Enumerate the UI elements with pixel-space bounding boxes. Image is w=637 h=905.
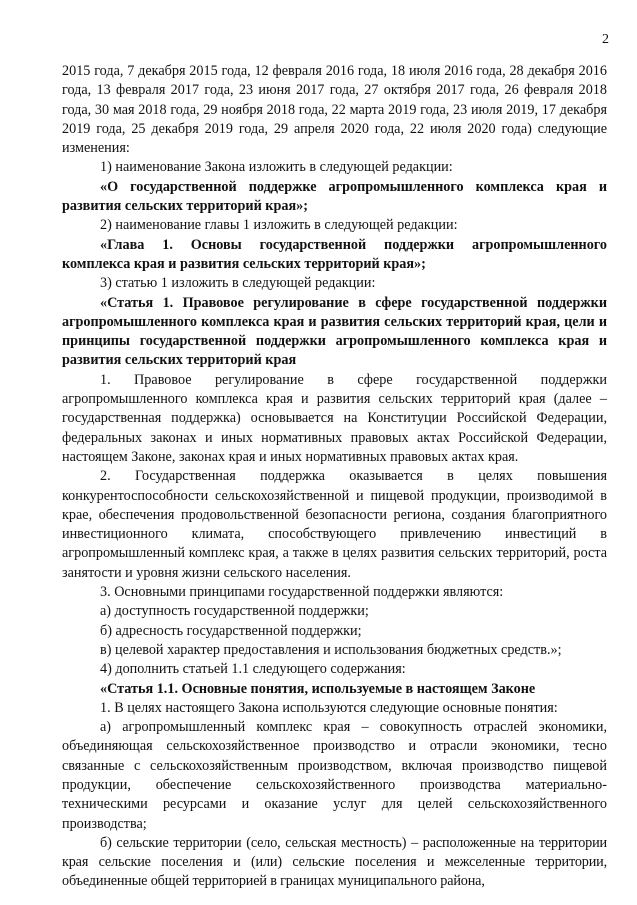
item-4-paragraph: 4) дополнить статьей 1.1 следующего содержания: — [100, 661, 406, 678]
article-1-point-1: 1. Правовое регулирование в сфере государственной поддержки агропромышленного комплекса края и развития сельских территорий края (далее – государственная поддержка) основывается на Конституции Российской Федерации, федеральных законах и иных нормативных правовых актах Российской Федерации, настоящем Законе, законах края и иных нормативных правовых актах края. — [62, 371, 607, 465]
chapter-1-title-paragraph: «Глава 1. Основы государственной поддержки агропромышленного комплекса края и развития сельских территорий края»; — [62, 236, 607, 272]
item-2-paragraph: 2) наименование главы 1 изложить в следующей редакции: — [100, 217, 458, 234]
definition-b: б) сельские территории (село, сельская местность) – расположенные на территории края сельские поселения и (или) сельские поселения и межселенные территории, объединенные общей территорией в границах муниципального района, — [62, 834, 607, 890]
article-1-1-point-1: 1. В целях настоящего Закона используются следующие основные понятия: — [100, 699, 558, 716]
article-1-point-2: 2. Государственная поддержка оказывается в целях повышения конкурентоспособности сельскохозяйственной и пищевой продукции, производимой в крае, обеспечения продовольственной безопасности региона, создания благоприятного инвестиционного климата, способствующего привлечению инвестиций в агропромышленный комплекс края, а также в целях развития сельских территорий, роста занятости и уровня жизни сельского населения. — [62, 468, 607, 581]
principle-c: в) целевой характер предоставления и использования бюджетных средств.»; — [100, 641, 562, 658]
item-1-paragraph: 1) наименование Закона изложить в следующей редакции: — [100, 159, 453, 176]
article-1-1-heading: «Статья 1.1. Основные понятия, используемые в настоящем Законе — [100, 680, 536, 697]
page-number: 2 — [602, 32, 609, 47]
document-body — [62, 62, 607, 892]
intro-dates-paragraph: 2015 года, 7 декабря 2015 года, 12 февраля 2016 года, 18 июля 2016 года, 28 декабря 2016 года, 13 февраля 2017 года, 23 июня 2017 года, 27 октября 2017 года, 26 февраля 2018 года, 30 мая 2018 года, 29 ноября 2018 года, 22 марта 2019 года, 23 июля 2019, 17 декабря 2019 года, 25 декабря 2019 года, 29 апреля 2020 года, 22 июля 2020 года) следующие изменения: — [62, 63, 607, 157]
definition-a: а) агропромышленный комплекс края – совокупность отраслей экономики, объединяющая сельскохозяйственное производство и отрасли экономики, тесно связанные с сельскохозяйственным производством, включая производство пищевой продукции, обеспечение сельскохозяйственного производства материально-техническими ресурсами и оказание услуг для целей сельскохозяйственного производства; — [62, 719, 607, 832]
principle-b: б) адресность государственной поддержки; — [100, 622, 362, 639]
principle-a: а) доступность государственной поддержки; — [100, 603, 369, 620]
article-1-heading: «Статья 1. Правовое регулирование в сфере государственной поддержки агропромышленного комплекса края и развития сельских территорий края, цели и принципы государственной поддержки агропромышленного комплекса края и развития сельских территорий края — [62, 294, 607, 369]
law-title-paragraph: «О государственной поддержке агропромышленного комплекса края и развития сельских территорий края»; — [62, 178, 607, 215]
article-1-point-3: 3. Основными принципами государственной поддержки являются: — [100, 584, 504, 601]
item-3-paragraph: 3) статью 1 изложить в следующей редакции: — [100, 275, 376, 292]
